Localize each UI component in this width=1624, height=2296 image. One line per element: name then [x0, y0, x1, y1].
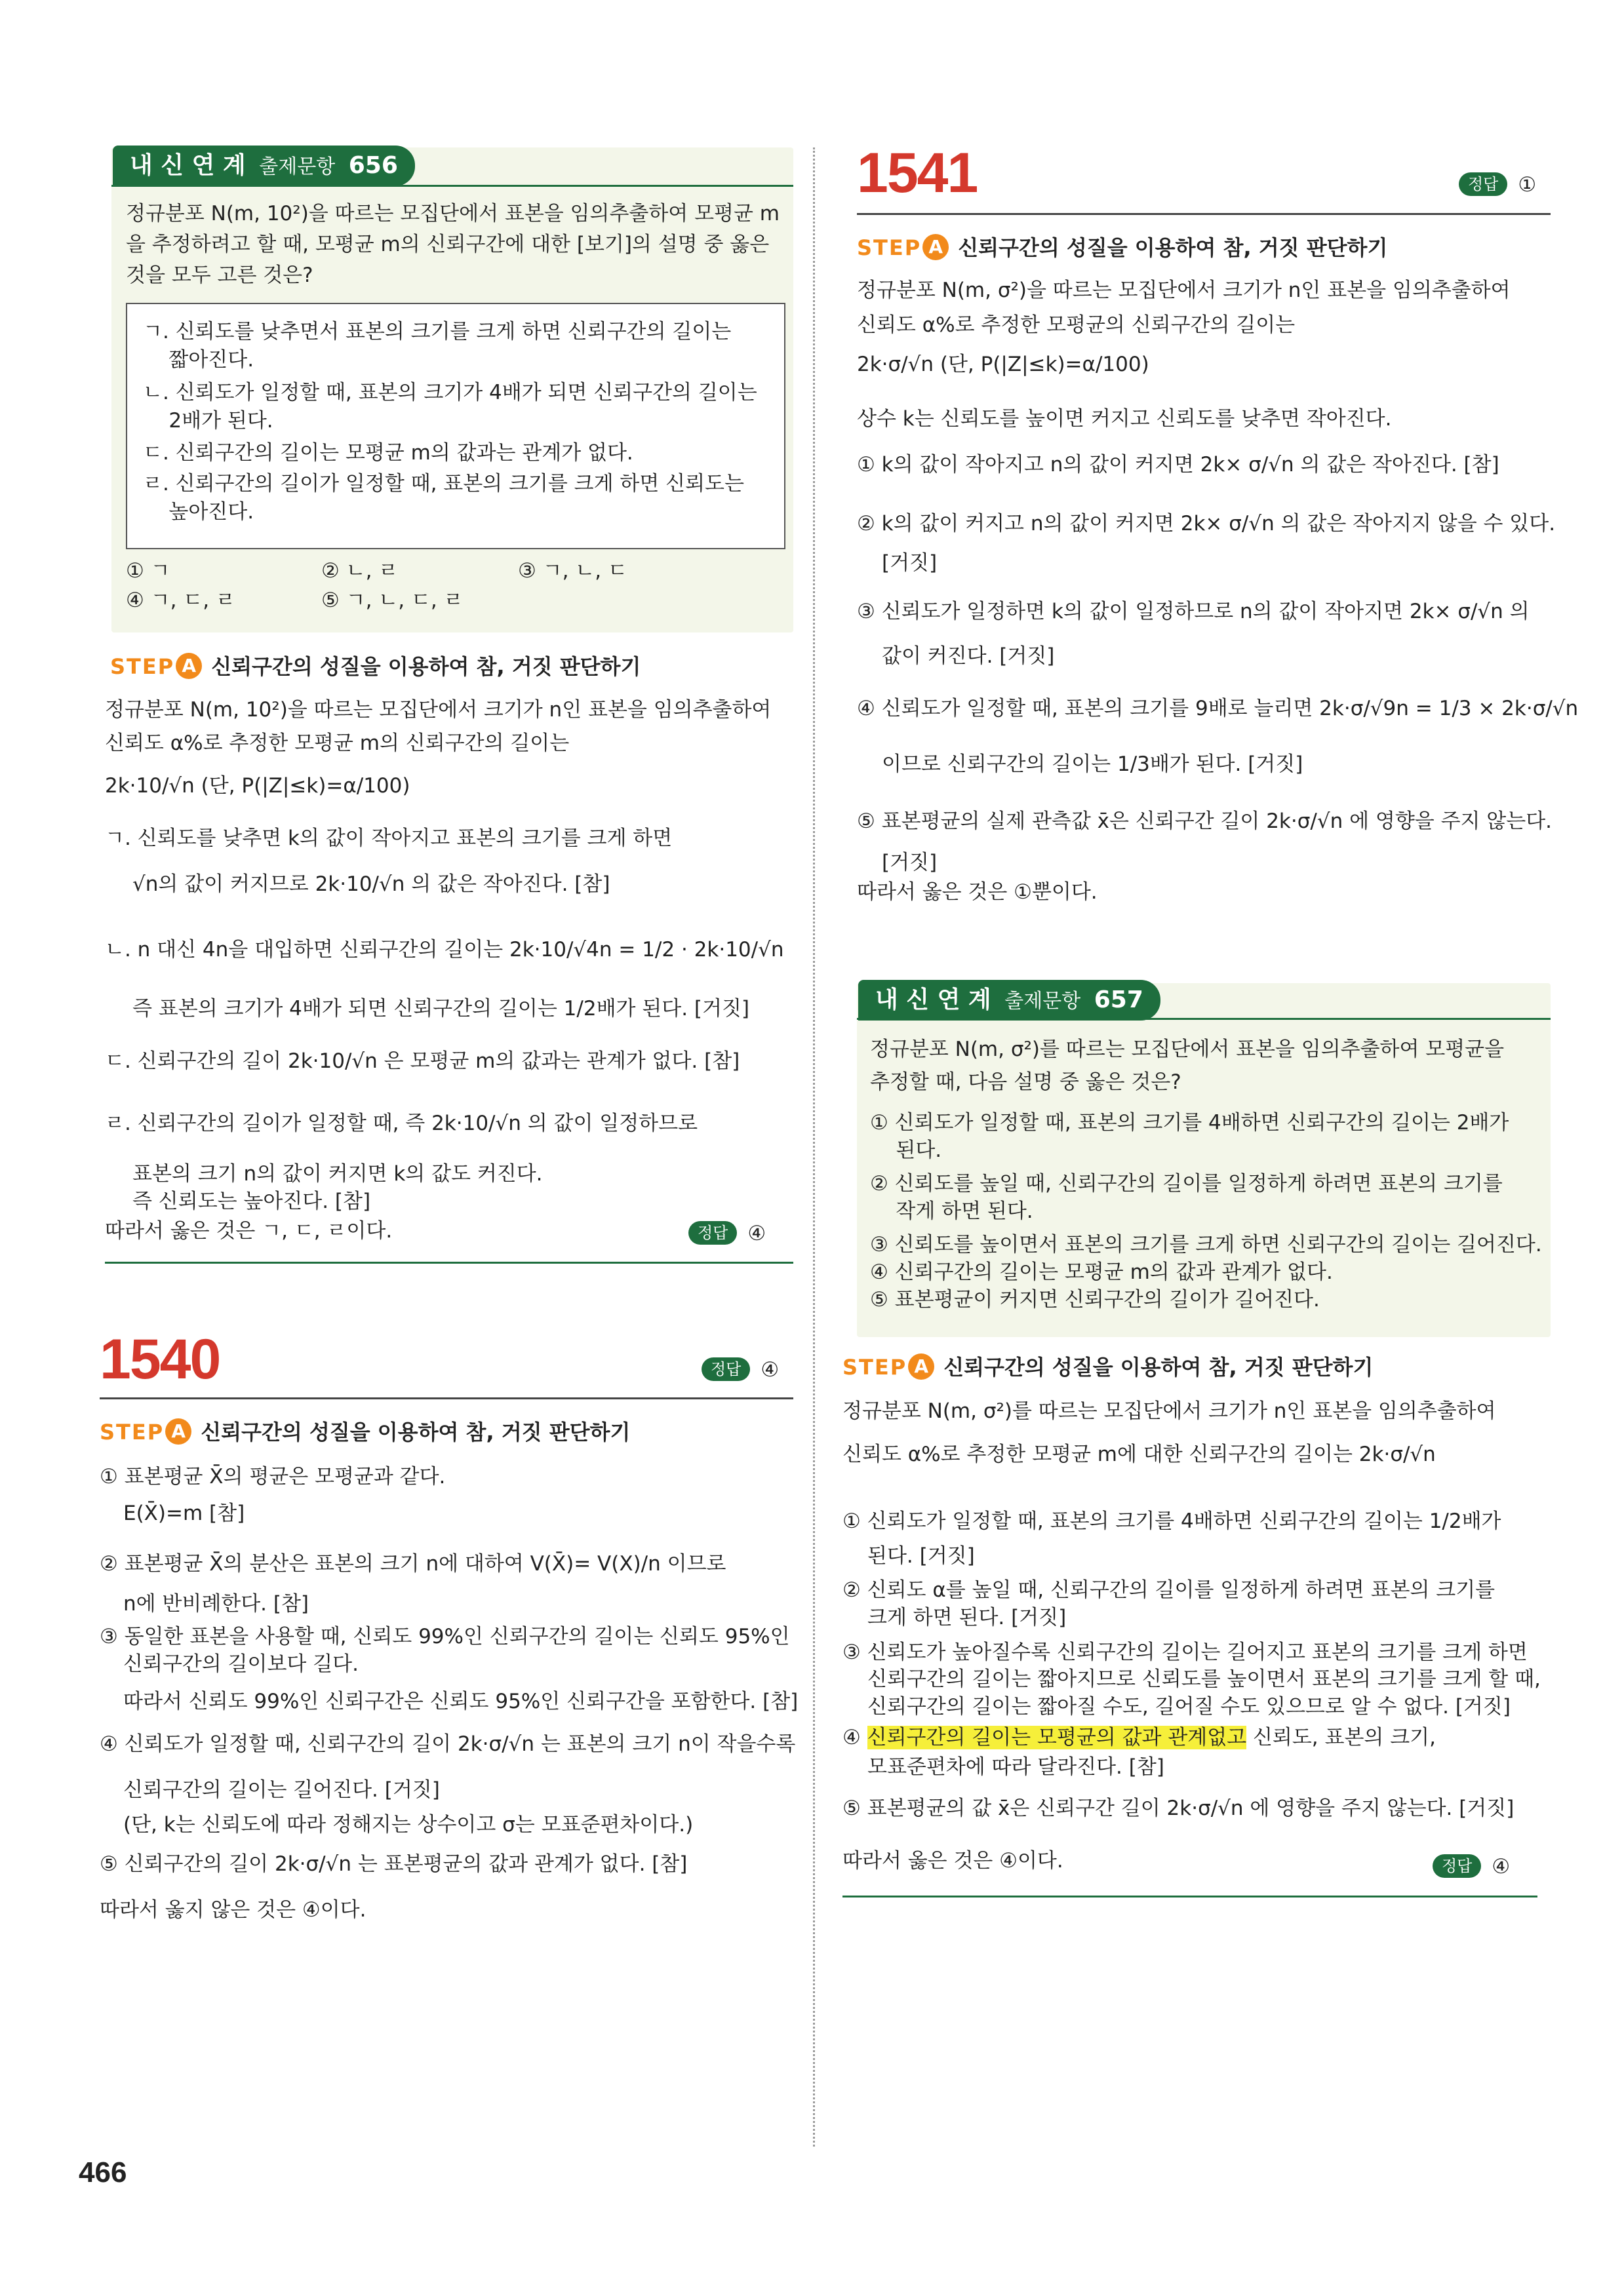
bogi-item: ㄱ. 신뢰도를 낮추면서 표본의 크기를 크게 하면 신뢰구간의 길이는 — [143, 320, 732, 343]
solution-line: 따라서 옳은 것은 ①뿐이다. — [857, 880, 1098, 904]
answer-badge: 정답 — [702, 1357, 750, 1381]
naesin-656-question-line: 것을 모두 고른 것은? — [126, 263, 313, 287]
problem-number-1540: 1540 — [100, 1328, 220, 1391]
bogi-item: ㄷ. 신뢰구간의 길이는 모평균 m의 값과는 관계가 없다. — [143, 441, 633, 465]
naesin-656-number: 656 — [348, 152, 398, 179]
naesin-656-question-line: 정규분포 N(m, 10²)을 따르는 모집단에서 표본을 임의추출하여 모평균 m — [126, 202, 780, 225]
naesin-656-header — [113, 146, 415, 186]
step-a-heading — [842, 1353, 1373, 1381]
solution-line: 따라서 옳은 것은 ④이다. — [842, 1849, 1063, 1873]
step-letter-badge: A — [165, 1418, 191, 1445]
solution-line: 상수 k는 신뢰도를 높이면 커지고 신뢰도를 낮추면 작아진다. — [857, 407, 1392, 431]
solution-line: 된다. [거짓] — [867, 1544, 975, 1568]
choice: ① ㄱ — [126, 559, 170, 583]
solution-line: ④ 신뢰도가 일정할 때, 표본의 크기를 9배로 늘리면 2k·σ/√9n = 1/3 × 2k·σ/√n — [857, 697, 1579, 720]
answer-value: ④ — [761, 1358, 780, 1382]
step-title: 신뢰구간의 성질을 이용하여 참, 거짓 판단하기 — [958, 235, 1388, 260]
bogi-item: 높아진다. — [143, 500, 254, 524]
answer-badge: 정답 — [688, 1221, 737, 1245]
bogi-item: ㄴ. 신뢰도가 일정할 때, 표본의 크기가 4배가 되면 신뢰구간의 길이는 — [143, 381, 757, 404]
naesin-657-question-line: 정규분포 N(m, σ²)를 따르는 모집단에서 표본을 임의추출하여 모평균을 — [870, 1038, 1505, 1061]
chuljae-label: 출제문항 — [1004, 990, 1081, 1013]
highlighted-text: 신뢰구간의 길이는 모평균의 값과 관계없고 — [867, 1726, 1247, 1749]
line-prefix: ④ — [842, 1726, 867, 1749]
solution-line: 신뢰구간의 길이는 짧아지므로 신뢰도를 높이면서 표본의 크기를 크게 할 때, — [867, 1667, 1541, 1691]
solution-line: 즉 표본의 크기가 4배가 되면 신뢰구간의 길이는 1/2배가 된다. [거짓] — [132, 997, 749, 1021]
naesin-657-choice: ② 신뢰도를 높일 때, 신뢰구간의 길이를 일정하게 하려면 표본의 크기를 — [870, 1172, 1503, 1196]
solution-line-highlighted — [842, 1724, 1436, 1751]
answer-657 — [1433, 1854, 1510, 1880]
step-a-heading — [110, 653, 641, 680]
step-letter-badge: A — [908, 1353, 934, 1380]
solution-line: ㄴ. n 대신 4n을 대입하면 신뢰구간의 길이는 2k·10/√4n = 1/2 · 2k·10/√n — [105, 938, 784, 962]
answer-badge: 정답 — [1459, 172, 1507, 196]
naesin-657-choice: 작게 하면 된다. — [870, 1199, 1033, 1223]
solution-line: ① 신뢰도가 일정할 때, 표본의 크기를 4배하면 신뢰구간의 길이는 1/2배가 — [842, 1509, 1501, 1533]
solution-line: n에 반비례한다. [참] — [123, 1592, 309, 1616]
naesin-657-number: 657 — [1094, 986, 1143, 1013]
solution-line: [거짓] — [882, 551, 938, 575]
problem-number-1541: 1541 — [857, 142, 978, 204]
step-a-heading — [100, 1418, 630, 1446]
solution-line: 따라서 옳은 것은 ㄱ, ㄷ, ㄹ이다. — [105, 1219, 393, 1243]
step-letter-badge: A — [176, 653, 202, 679]
naesin-657-choice: ① 신뢰도가 일정할 때, 표본의 크기를 4배하면 신뢰구간의 길이는 2배가 — [870, 1111, 1509, 1135]
solution-formula: 2k·10/√n (단, P(|Z|≤k)=α/100) — [105, 774, 410, 798]
choice: ③ ㄱ, ㄴ, ㄷ — [518, 559, 627, 583]
solution-line: ⑤ 표본평균의 실제 관측값 x̄은 신뢰구간 길이 2k·σ/√n 에 영향을 주지 않는다. — [857, 809, 1553, 833]
step-a-heading — [857, 234, 1387, 262]
line-suffix: 신뢰도, 표본의 크기, — [1246, 1726, 1436, 1749]
naesin-657-question-line: 추정할 때, 다음 설명 중 옳은 것은? — [870, 1070, 1181, 1094]
bogi-item: 짧아진다. — [143, 348, 254, 372]
choice: ⑤ ㄱ, ㄴ, ㄷ, ㄹ — [321, 589, 464, 612]
solution-line: 신뢰구간의 길이는 길어진다. [거짓] — [123, 1778, 440, 1802]
naesin-657-choice: ⑤ 표본평균이 커지면 신뢰구간의 길이가 길어진다. — [870, 1288, 1320, 1312]
solution-line: ③ 신뢰도가 일정하면 k의 값이 일정하므로 n의 값이 작아지면 2k× σ/√n 의 — [857, 600, 1530, 623]
step-letter-badge: A — [922, 234, 949, 260]
page-number: 466 — [79, 2156, 127, 2189]
step-title: 신뢰구간의 성질을 이용하여 참, 거짓 판단하기 — [943, 1355, 1374, 1380]
solution-line: 크게 하면 된다. [거짓] — [867, 1606, 1067, 1629]
answer-value: ④ — [747, 1222, 766, 1245]
solution-line: ① 표본평균 X̄의 평균은 모평균과 같다. — [100, 1465, 446, 1489]
solution-line: ㄷ. 신뢰구간의 길이 2k·10/√n 은 모평균 m의 값과는 관계가 없다. [참] — [105, 1049, 740, 1073]
answer-1541 — [1459, 172, 1536, 198]
solution-line: ㄱ. 신뢰도를 낮추면 k의 값이 작아지고 표본의 크기를 크게 하면 — [105, 827, 673, 850]
naesin-label: 내 신 연 계 — [875, 986, 991, 1013]
step-label: STEP — [110, 654, 175, 679]
solution-line: ② 신뢰도 α를 높일 때, 신뢰구간의 길이를 일정하게 하려면 표본의 크기를 — [842, 1578, 1495, 1602]
column-divider — [813, 147, 815, 2147]
solution-line: 따라서 옳지 않은 것은 ④이다. — [100, 1898, 366, 1922]
solution-line: (단, k는 신뢰도에 따라 정해지는 상수이고 σ는 모표준편차이다.) — [123, 1813, 694, 1837]
solution-line: 신뢰구간의 길이는 짧아질 수도, 길어질 수도 있으므로 알 수 없다. [거짓] — [867, 1695, 1511, 1719]
problem-1540-rule — [100, 1397, 793, 1399]
choice: ④ ㄱ, ㄷ, ㄹ — [126, 589, 235, 612]
problem-1541-rule — [857, 213, 1551, 215]
solution-line: 신뢰도 α%로 추정한 모평균 m의 신뢰구간의 길이는 — [105, 731, 570, 755]
bogi-item: ㄹ. 신뢰구간의 길이가 일정할 때, 표본의 크기를 크게 하면 신뢰도는 — [143, 472, 744, 496]
answer-1540 — [702, 1357, 779, 1383]
solution-line: ③ 신뢰도가 높아질수록 신뢰구간의 길이는 길어지고 표본의 크기를 크게 하면 — [842, 1641, 1528, 1664]
solution-formula: 2k·σ/√n (단, P(|Z|≤k)=α/100) — [857, 353, 1149, 376]
naesin-657-header — [858, 980, 1160, 1021]
solution-line: ⑤ 신뢰구간의 길이 2k·σ/√n 는 표본평균의 값과 관계가 없다. [참] — [100, 1852, 688, 1876]
answer-value: ① — [1518, 173, 1537, 197]
step-label: STEP — [857, 235, 922, 260]
solution-line: 즉 신뢰도는 높아진다. [참] — [132, 1190, 371, 1213]
naesin-label: 내 신 연 계 — [130, 152, 246, 179]
section-end-rule — [842, 1896, 1537, 1897]
solution-line: 신뢰구간의 길이보다 길다. — [123, 1652, 359, 1676]
solution-line: 정규분포 N(m, σ²)을 따르는 모집단에서 크기가 n인 표본을 임의추출하여 — [857, 279, 1511, 302]
chuljae-label: 출제문항 — [259, 155, 336, 178]
solution-line: 따라서 신뢰도 99%인 신뢰구간은 신뢰도 95%인 신뢰구간을 포함한다. [참] — [123, 1690, 799, 1713]
solution-line: 정규분포 N(m, 10²)을 따르는 모집단에서 크기가 n인 표본을 임의추출하여 — [105, 698, 772, 722]
solution-line: 신뢰도 α%로 추정한 모평균의 신뢰구간의 길이는 — [857, 313, 1296, 337]
solution-line: ⑤ 표본평균의 값 x̄은 신뢰구간 길이 2k·σ/√n 에 영향을 주지 않는다. [거짓] — [842, 1797, 1515, 1820]
solution-line: ④ 신뢰도가 일정할 때, 신뢰구간의 길이 2k·σ/√n 는 표본의 크기 n이 작을수록 — [100, 1732, 796, 1756]
naesin-657-choice: 된다. — [870, 1138, 942, 1162]
naesin-657-choice: ③ 신뢰도를 높이면서 표본의 크기를 크게 하면 신뢰구간의 길이는 길어진다. — [870, 1233, 1542, 1256]
solution-line: ③ 동일한 표본을 사용할 때, 신뢰도 99%인 신뢰구간의 길이는 신뢰도 95%인 — [100, 1625, 790, 1648]
choice: ② ㄴ, ㄹ — [321, 559, 399, 583]
solution-line: 이므로 신뢰구간의 길이는 1/3배가 된다. [거짓] — [882, 752, 1303, 776]
solution-line: 정규분포 N(m, σ²)를 따르는 모집단에서 크기가 n인 표본을 임의추출하여 — [842, 1399, 1496, 1423]
naesin-656-question-line: 을 추정하려고 할 때, 모평균 m의 신뢰구간에 대한 [보기]의 설명 중 옳은 — [126, 233, 770, 256]
solution-line: 값이 커진다. [거짓] — [882, 644, 1055, 668]
answer-656 — [688, 1220, 766, 1247]
solution-line: √n의 값이 커지므로 2k·10/√n 의 값은 작아진다. [참] — [132, 872, 610, 896]
solution-line: 신뢰도 α%로 추정한 모평균 m에 대한 신뢰구간의 길이는 2k·σ/√n — [842, 1443, 1436, 1466]
solution-line: ② k의 값이 커지고 n의 값이 커지면 2k× σ/√n 의 값은 작아지지 않을 수 있다. — [857, 512, 1556, 535]
step-title: 신뢰구간의 성질을 이용하여 참, 거짓 판단하기 — [211, 654, 641, 679]
step-title: 신뢰구간의 성질을 이용하여 참, 거짓 판단하기 — [201, 1420, 631, 1445]
solution-line: ㄹ. 신뢰구간의 길이가 일정할 때, 즉 2k·10/√n 의 값이 일정하므로 — [105, 1112, 698, 1135]
section-end-rule — [105, 1262, 793, 1264]
step-label: STEP — [842, 1355, 907, 1380]
bogi-item: 2배가 된다. — [143, 409, 273, 433]
solution-line: ② 표본평균 X̄의 분산은 표본의 크기 n에 대하여 V(X̄)= V(X)/n 이므로 — [100, 1552, 726, 1576]
solution-line: ① k의 값이 작아지고 n의 값이 커지면 2k× σ/√n 의 값은 작아진다. [참] — [857, 453, 1499, 477]
answer-value: ④ — [1492, 1855, 1511, 1878]
solution-line: E(X̄)=m [참] — [123, 1502, 245, 1525]
answer-badge: 정답 — [1433, 1854, 1481, 1878]
naesin-657-choice: ④ 신뢰구간의 길이는 모평균 m의 값과 관계가 없다. — [870, 1260, 1333, 1284]
solution-line: 모표준편차에 따라 달라진다. [참] — [867, 1755, 1164, 1779]
solution-line: 표본의 크기 n의 값이 커지면 k의 값도 커진다. — [132, 1162, 543, 1186]
step-label: STEP — [100, 1420, 165, 1445]
solution-line: [거짓] — [882, 851, 938, 874]
